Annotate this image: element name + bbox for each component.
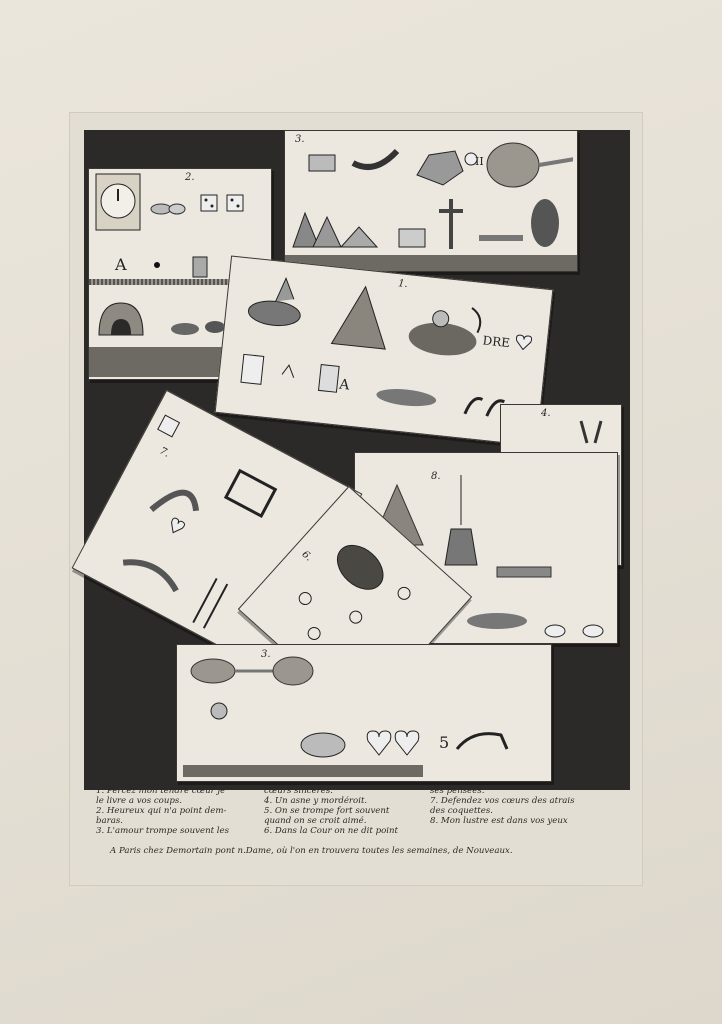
bowl-horn-house-icon (293, 135, 573, 205)
clock-icon (95, 173, 141, 231)
caption-line: baras. (96, 816, 123, 826)
caption-line: 4. Un asne y mordéroit. (264, 796, 368, 806)
card-2-number: 2. (185, 172, 195, 183)
cupid-clouds-deer-icon (183, 649, 423, 779)
publisher-line: A Paris chez Demortain pont n.Dame, où l'on en trouvera toutes les semaines, de Nouveaux. (110, 846, 513, 856)
card-3-bottom (176, 644, 552, 782)
card-1-letters-bottom: A (338, 376, 351, 394)
heart-icon (514, 333, 534, 353)
caption-column-1 (96, 786, 229, 836)
caption-line: 3. L'amour trompe souvent les (96, 826, 230, 836)
card-5-number: 5 (439, 733, 450, 752)
card-2-letter: A (115, 255, 127, 274)
caption-column-2 (264, 786, 398, 836)
card-3-top (284, 130, 578, 272)
claw-icon (453, 725, 513, 755)
caption-line: 5. On se trompe fort souvent (264, 806, 390, 816)
caption-line: ses pensées. (430, 786, 485, 796)
card-6-number: 6. (299, 548, 314, 564)
caption-line: 1. Percez mon tendre cœur je (96, 786, 226, 796)
dice-icon (149, 187, 249, 217)
card-8-number: 8. (431, 471, 441, 482)
caption-line: 2. Heureux qui n'a point dem- (96, 806, 227, 816)
caption-line: le livre a vos coups. (96, 796, 183, 806)
caption-line: quand on se croit aimé. (264, 816, 367, 826)
dot-and-tower-icon (149, 251, 229, 281)
caption-line: 8. Mon lustre est dans vos yeux (430, 816, 568, 826)
card-4-number: 4. (541, 408, 551, 419)
caption-line: 6. Dans la Cour on ne dit point (264, 826, 398, 836)
caption-line: 7. Defendez vos cœurs des atrais (430, 796, 575, 806)
caption-column-3 (430, 786, 575, 826)
captions (92, 786, 622, 876)
card-1-letters-top: DRE (481, 333, 511, 351)
two-hearts-icon (365, 727, 425, 757)
caption-line: des coquettes. (430, 806, 493, 816)
clock-sign-label: II (475, 155, 484, 168)
caption-line: cœurs sinceres. (264, 786, 334, 796)
card-7-number: 7. (157, 445, 172, 460)
card-1-number: 1. (397, 278, 409, 291)
card-3-top-number: 3. (295, 134, 305, 145)
card-3-bottom-number: 3. (261, 649, 271, 660)
